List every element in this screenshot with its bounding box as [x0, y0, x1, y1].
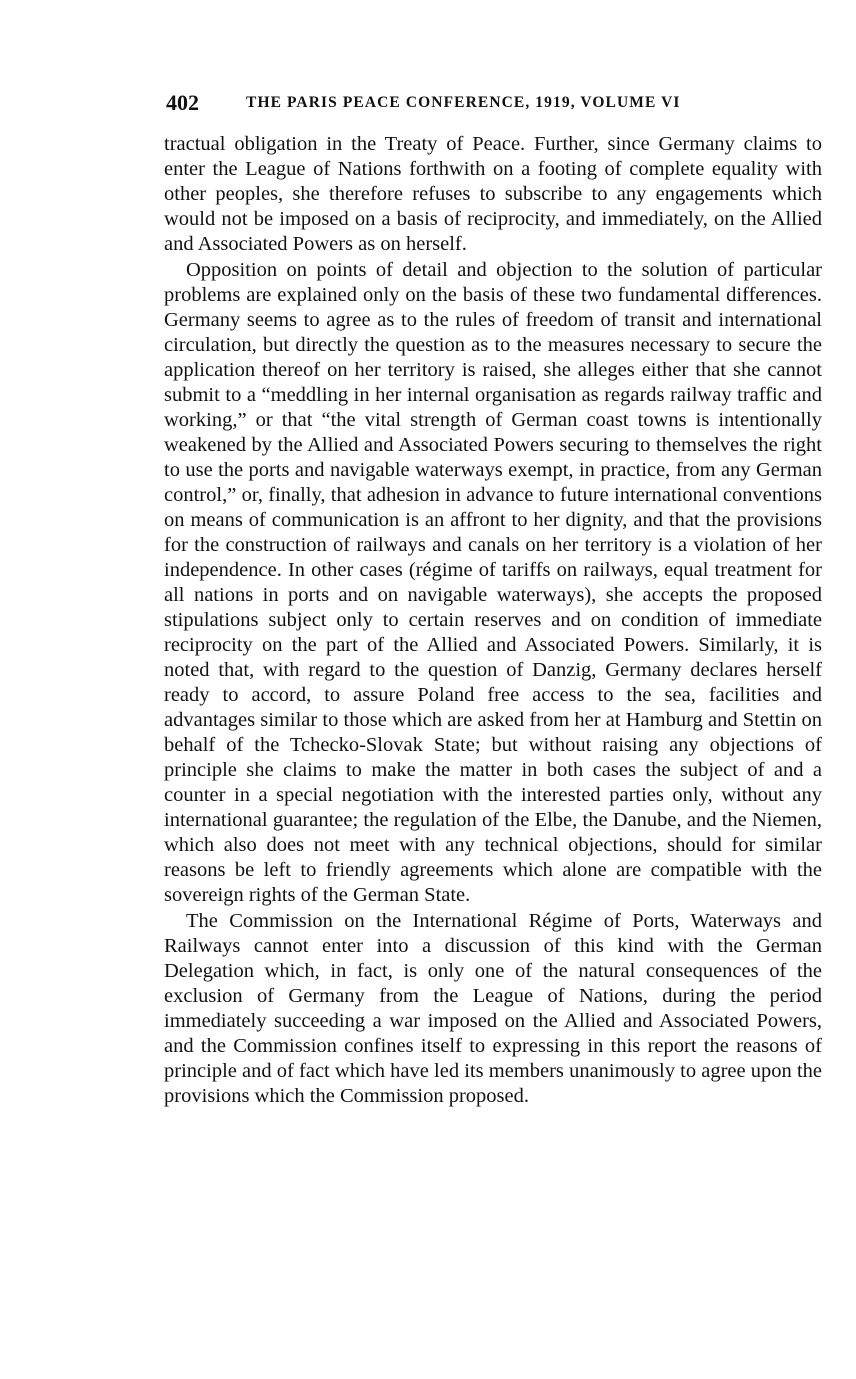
body-text: [164, 132, 822, 1109]
running-head: THE PARIS PEACE CONFERENCE, 1919, VOLUME VI: [246, 94, 681, 111]
paragraph-opposition: Opposition on points of detail and objection to the solution of particular problems are explained only on the basis of these two fundamental differences. Germany seems to agree as to the rules of freedom of transit and international circulation, but directly the question as to the measures necessary to secure the application thereof on her territory is raised, she alleges either that she cannot submit to a “meddling in her internal organisation as regards railway traffic and working,” or that “the vital strength of German coast towns is intentionally weakened by the Allied and Associated Powers securing to themselves the right to use the ports and navigable waterways exempt, in practice, from any German control,” or, finally, that adhesion in advance to future international conventions on means of communication is an affront to her dignity, and that the provisions for the construction of railways and canals on her territory is a violation of her independence. In other cases (régime of tariffs on railways, equal treatment for all nations in ports and on navigable waterways), she accepts the proposed stipulations subject only to certain reserves and on condition of immediate reciprocity on the part of the Allied and Associated Powers. Similarly, it is noted that, with regard to the question of Danzig, Germany declares herself ready to accord, to assure Poland free access to the sea, facilities and advantages similar to those which are asked from her at Hamburg and Stettin on behalf of the Tchecko-Slovak State; but without raising any objections of principle she claims to make the matter in both cases the subject of and a counter in a special negotiation with the interested parties only, without any international guarantee; the regulation of the Elbe, the Danube, and the Niemen, which also does not meet with any technical objections, should for similar reasons be left to friendly agreements which alone are compatible with the sovereign rights of the German State.: [164, 259, 822, 906]
page-number: 402: [166, 90, 199, 115]
page-header: [166, 88, 826, 118]
paragraph-continuation: tractual obligation in the Treaty of Peace. Further, since Germany claims to enter the League of Nations forthwith on a footing of complete equality with other peoples, she therefore refuses to subscribe to any engagements which would not be imposed on a basis of reciprocity, and immediately, on the Allied and Associated Powers as on herself.: [164, 133, 822, 255]
paragraph-commission: The Commission on the International Régime of Ports, Waterways and Railways cannot enter into a discussion of this kind with the German Delegation which, in fact, is only one of the natural consequences of the exclusion of Germany from the League of Nations, during the period immediately succeeding a war imposed on the Allied and Associated Powers, and the Commission confines itself to expressing in this report the reasons of principle and of fact which have led its members unanimously to agree upon the provisions which the Commission proposed.: [164, 910, 822, 1107]
